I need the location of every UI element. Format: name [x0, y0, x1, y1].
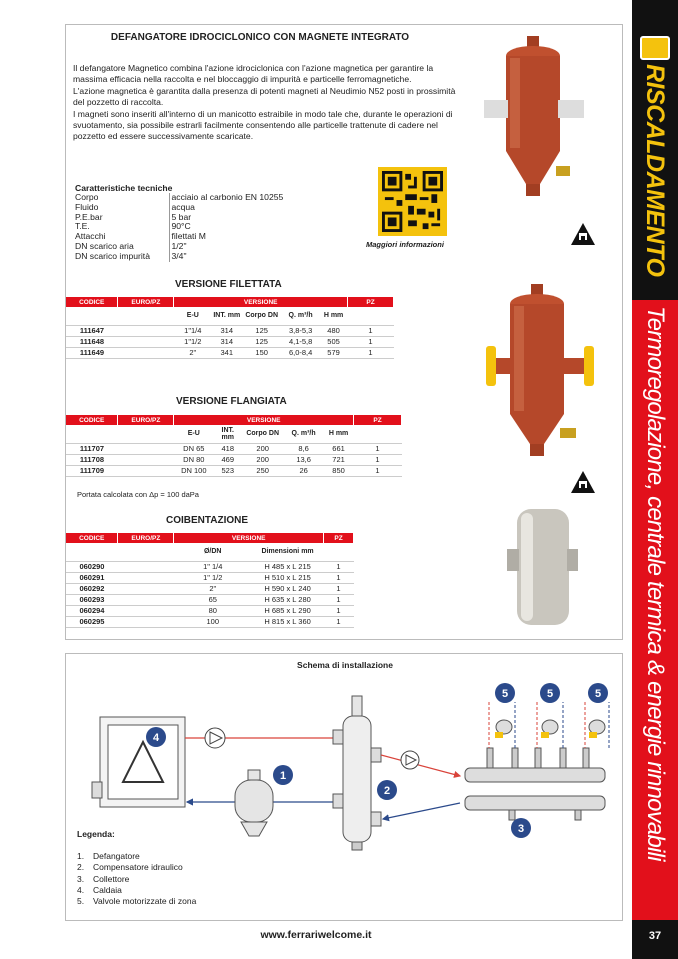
- spec-row: P.E.bar 5 bar: [75, 211, 192, 222]
- badge-1: [273, 765, 293, 785]
- zone-valve: [537, 702, 563, 748]
- dirt-separator: [235, 770, 273, 836]
- footer-url[interactable]: www.ferrariwelcome.it: [260, 929, 372, 941]
- table-row: 060295 100 H 815 x L 360 1: [66, 616, 354, 627]
- threaded-version-title: VERSIONE FILETTATA: [175, 279, 282, 290]
- svg-text:5: 5: [546, 688, 554, 700]
- legend-title: Legenda:: [77, 829, 115, 839]
- spec-row: DN scarico aria 1/2": [75, 240, 187, 251]
- product-title: DEFANGATORE IDROCICLONICO CON MAGNETE INTEGRATO: [110, 32, 410, 43]
- legend-item: 5. Valvole motorizzate di zona: [77, 896, 197, 907]
- legend-item: 2. Compensatore idraulico: [77, 862, 183, 873]
- svg-text:3: 3: [517, 823, 525, 835]
- qr-code[interactable]: [378, 167, 447, 236]
- qr-code-icon: [382, 171, 443, 232]
- magnet-warning-icon: [570, 222, 596, 246]
- product-description: Il defangatore Magnetico combina l'azione idrociclonica con l'azione magnetica per garantire la massima efficacia nella raccolta e nel bloccaggio di impurità e particelle ferromagnetiche. L'azione magnetica è garantita dalla presenza di potenti magneti al Neudimio N52 posti in prossimità del pozzetto di raccolta. I magneti sono inseriti all'interno di un manicotto estraibile in modo tale che, durante le operazioni di svuotamento, sia possibile estrarli facilmente consentendo alle particelle trattenute di cadere nel pozzetto ed essere successivamente scaricate.: [73, 63, 456, 142]
- svg-text:1: 1: [279, 770, 287, 782]
- badge-3: [511, 818, 531, 838]
- insulation-shell-image: [505, 505, 580, 630]
- boiler: [92, 717, 185, 807]
- legend-item: 1. Defangatore: [77, 851, 140, 861]
- category-title: RISCALDAMENTO: [641, 64, 669, 277]
- zone-valve: [489, 702, 515, 748]
- svg-text:5: 5: [501, 688, 509, 700]
- table-row: 111648 1"1/2 314 125 4,1-5,8 505 1: [66, 336, 394, 347]
- legend-item: 3. Collettore: [77, 873, 130, 884]
- qr-label[interactable]: Maggiori informazioni: [366, 240, 444, 249]
- table-subheader: Ø/DN Dimensioni mm: [66, 543, 354, 561]
- flanged-separator-image: [480, 282, 605, 467]
- specs-title: Caratteristiche tecniche: [75, 183, 173, 193]
- insulation-title: COIBENTAZIONE: [166, 515, 249, 526]
- manifold: [465, 748, 605, 820]
- table-row: 111708 DN 80 469 200 13,6 721 1: [66, 454, 402, 465]
- badge-5: [540, 683, 560, 703]
- magnet-warning-icon: [570, 470, 596, 494]
- flow-note: Portata calcolata con Δp = 100 daPa: [77, 490, 199, 499]
- threaded-version-table: CODICE EURO/PZ VERSIONE PZ E-U INT. mm Corpo DN Q. m³/h H mm 111647 1"1/4 314 125 3,8-5,3 480 1 111648 1"1/2 314 125 4,1-5,8 505 1 111649 2" 341 150 6,0-8,4 579 1: [66, 297, 394, 359]
- spec-row: DN scarico impurità 3/4": [75, 250, 187, 261]
- hydraulic-separator: [333, 696, 381, 850]
- category-icon: [640, 36, 670, 60]
- flanged-version-title: VERSIONE FLANGIATA: [176, 396, 287, 407]
- table-row: 060294 80 H 685 x L 290 1: [66, 605, 354, 616]
- table-row: 111709 DN 100 523 250 26 850 1: [66, 465, 402, 476]
- svg-text:2: 2: [383, 785, 391, 797]
- table-row: 060290 1" 1/4 H 485 x L 215 1: [66, 561, 354, 572]
- scheme-title: Schema di installazione: [297, 660, 393, 670]
- table-row: 060293 65 H 635 x L 280 1: [66, 594, 354, 605]
- spec-row: Attacchi filettati M: [75, 231, 206, 242]
- category-subtitle: Termoregolazione, centrale termica & energie rinnovabili: [642, 306, 669, 861]
- installation-scheme-diagram: [75, 672, 620, 854]
- table-row: 111649 2" 341 150 6,0-8,4 579 1: [66, 347, 394, 358]
- table-subheader: E-U INT. mm Corpo DN Q. m³/h H mm: [66, 425, 402, 443]
- legend-item: 4. Caldaia: [77, 884, 122, 895]
- spec-row: T.E. 90°C: [75, 221, 191, 232]
- table-row: 111707 DN 65 418 200 8,6 661 1: [66, 443, 402, 454]
- category-sidebar: [632, 0, 678, 959]
- legend-list: [77, 851, 196, 907]
- table-row: 111647 1"1/4 314 125 3,8-5,3 480 1: [66, 325, 394, 336]
- table-row: 060291 1" 1/2 H 510 x L 215 1: [66, 572, 354, 583]
- spec-row: Fluido acqua: [75, 201, 195, 212]
- svg-text:5: 5: [594, 688, 602, 700]
- table-subheader: E-U INT. mm Corpo DN Q. m³/h H mm: [66, 307, 394, 325]
- table-row: 060292 2" H 590 x L 240 1: [66, 583, 354, 594]
- badge-2: [377, 780, 397, 800]
- specs-table: [75, 193, 283, 262]
- threaded-separator-image: [480, 34, 590, 209]
- page-number: 37: [648, 930, 662, 942]
- flanged-version-table: CODICE EURO/PZ VERSIONE PZ E-U INT. mm Corpo DN Q. m³/h H mm 111707 DN 65 418 200 8,6 661 1 111708 DN 80 469 200 13,6 721 1 111709 DN 100 523 250 26 850 1: [66, 415, 402, 477]
- insulation-table: CODICE EURO/PZ VERSIONE PZ Ø/DN Dimensioni mm 060290 1" 1/4 H 485 x L 215 1 060291 1" 1/2 H 510 x L 215 1 060292 2" H 590 x L 240 1 060293 65 H 635 x L 280 1 060294 80 H 685 x L 290 1 060295 100 H 815 x L 360 1: [66, 533, 354, 628]
- zone-valve: [585, 702, 609, 748]
- svg-text:4: 4: [152, 732, 160, 744]
- spec-row: Corpo acciaio al carbonio EN 10255: [75, 192, 284, 202]
- badge-4: [146, 727, 166, 747]
- badge-5: [588, 683, 608, 703]
- badge-5: [495, 683, 515, 703]
